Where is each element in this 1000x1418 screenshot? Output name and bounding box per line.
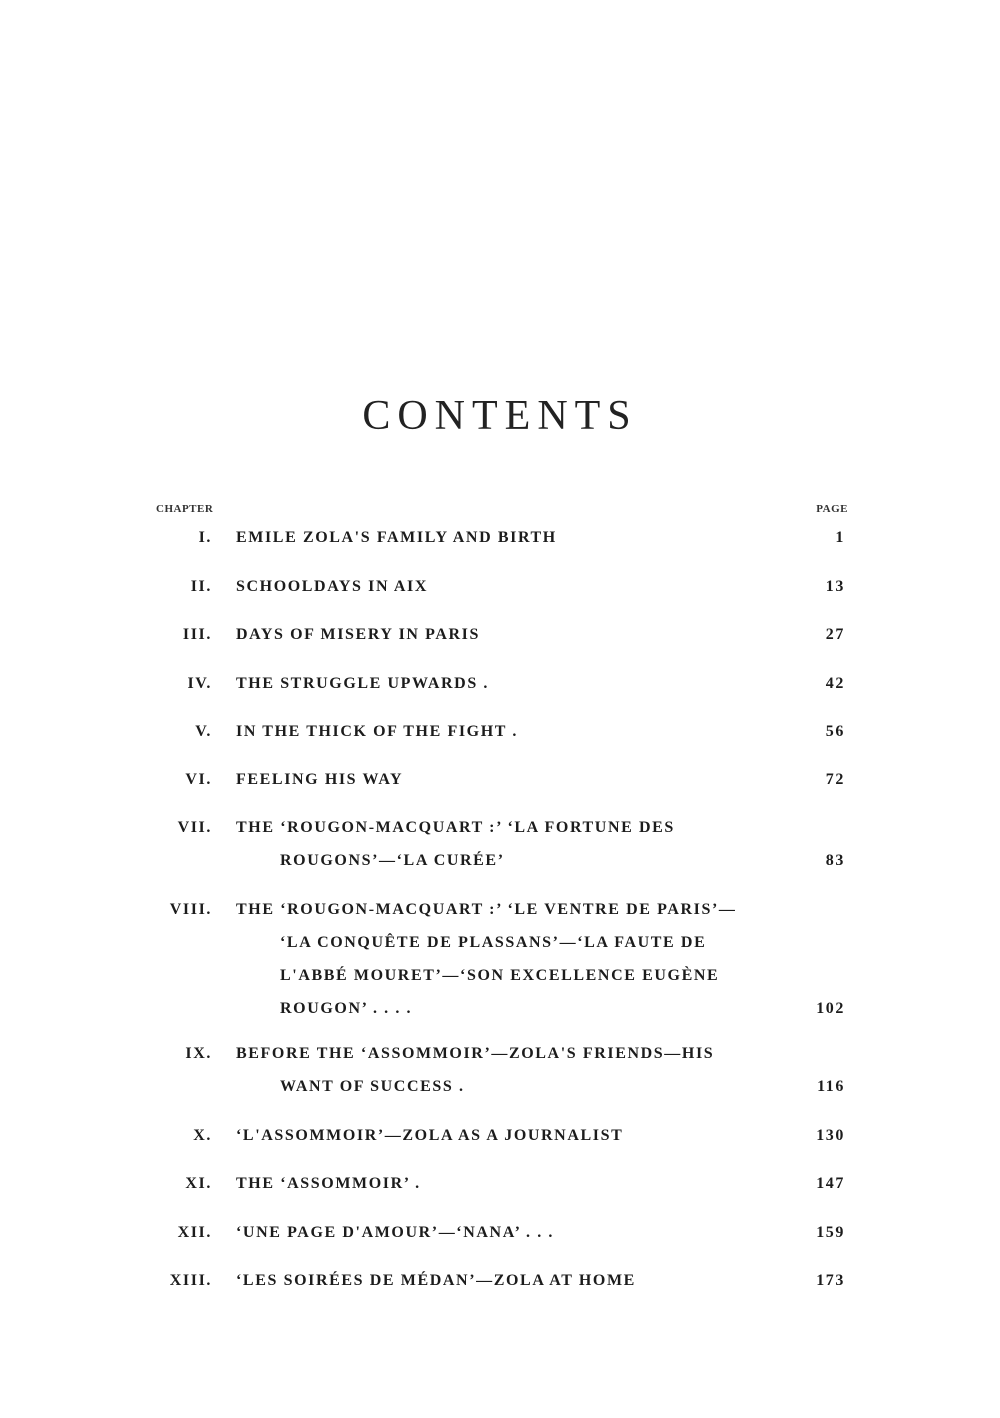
chapter-title-line: EMILE ZOLA'S FAMILY AND BIRTH bbox=[236, 529, 557, 546]
chapter-title-line: WANT OF SUCCESS . bbox=[280, 1078, 465, 1095]
chapter-number: VI. bbox=[185, 771, 212, 788]
page-number: 13 bbox=[825, 578, 845, 595]
chapter-number: XII. bbox=[177, 1224, 212, 1241]
chapter-title-line: BEFORE THE ‘ASSOMMOIR’—ZOLA'S FRIENDS—HIS bbox=[236, 1045, 715, 1062]
chapter-number: I. bbox=[198, 529, 212, 546]
chapter-title-line: THE STRUGGLE UPWARDS . bbox=[236, 675, 490, 692]
chapter-number: IV. bbox=[187, 675, 212, 692]
chapter-title-line: IN THE THICK OF THE FIGHT . bbox=[236, 723, 518, 740]
page-number: 83 bbox=[825, 852, 845, 869]
chapter-title-line: THE ‘ROUGON-MACQUART :’ ‘LA FORTUNE DES bbox=[236, 819, 675, 836]
page-number: 130 bbox=[816, 1127, 845, 1144]
page-number: 173 bbox=[816, 1272, 845, 1289]
chapter-number: XI. bbox=[185, 1175, 212, 1192]
chapter-number: IX. bbox=[185, 1045, 212, 1062]
chapter-title-line: ROUGONS’—‘LA CURÉE’ bbox=[280, 852, 505, 869]
page-number: 159 bbox=[816, 1224, 845, 1241]
chapter-number: VII. bbox=[177, 819, 212, 836]
chapter-title-line: DAYS OF MISERY IN PARIS bbox=[236, 626, 480, 643]
chapter-title-line: FEELING HIS WAY bbox=[236, 771, 404, 788]
page-number: 72 bbox=[825, 771, 845, 788]
chapter-title-line: THE ‘ROUGON-MACQUART :’ ‘LE VENTRE DE PARIS’— bbox=[236, 901, 737, 918]
page-column-header: PAGE bbox=[816, 503, 848, 515]
page-number: 116 bbox=[817, 1078, 845, 1095]
page-number: 147 bbox=[816, 1175, 845, 1192]
page-number: 27 bbox=[825, 626, 845, 643]
chapter-number: XIII. bbox=[169, 1272, 212, 1289]
chapter-number: III. bbox=[182, 626, 212, 643]
page-number: 42 bbox=[825, 675, 845, 692]
page-title: CONTENTS bbox=[362, 393, 638, 439]
chapter-title-line: SCHOOLDAYS IN AIX bbox=[236, 578, 428, 595]
chapter-number: II. bbox=[190, 578, 212, 595]
chapter-title-line: ‘LES SOIRÉES DE MÉDAN’—ZOLA AT HOME bbox=[236, 1272, 636, 1289]
page-number: 1 bbox=[835, 529, 845, 546]
chapter-title-line: THE ‘ASSOMMOIR’ . bbox=[236, 1175, 421, 1192]
chapter-title-line: ‘L'ASSOMMOIR’—ZOLA AS A JOURNALIST bbox=[236, 1127, 624, 1144]
chapter-column-header: CHAPTER bbox=[156, 503, 214, 515]
chapter-number: VIII. bbox=[169, 901, 212, 918]
chapter-number: V. bbox=[195, 723, 212, 740]
chapter-title-line: L'ABBÉ MOURET’—‘SON EXCELLENCE EUGÈNE bbox=[280, 967, 720, 984]
page-number: 102 bbox=[816, 1000, 845, 1017]
chapter-title-line: ROUGON’ . . . . bbox=[280, 1000, 413, 1017]
page-number: 56 bbox=[825, 723, 845, 740]
chapter-number: X. bbox=[193, 1127, 212, 1144]
chapter-title-line: ‘LA CONQUÊTE DE PLASSANS’—‘LA FAUTE DE bbox=[280, 934, 707, 951]
chapter-title-line: ‘UNE PAGE D'AMOUR’—‘NANA’ . . . bbox=[236, 1224, 555, 1241]
